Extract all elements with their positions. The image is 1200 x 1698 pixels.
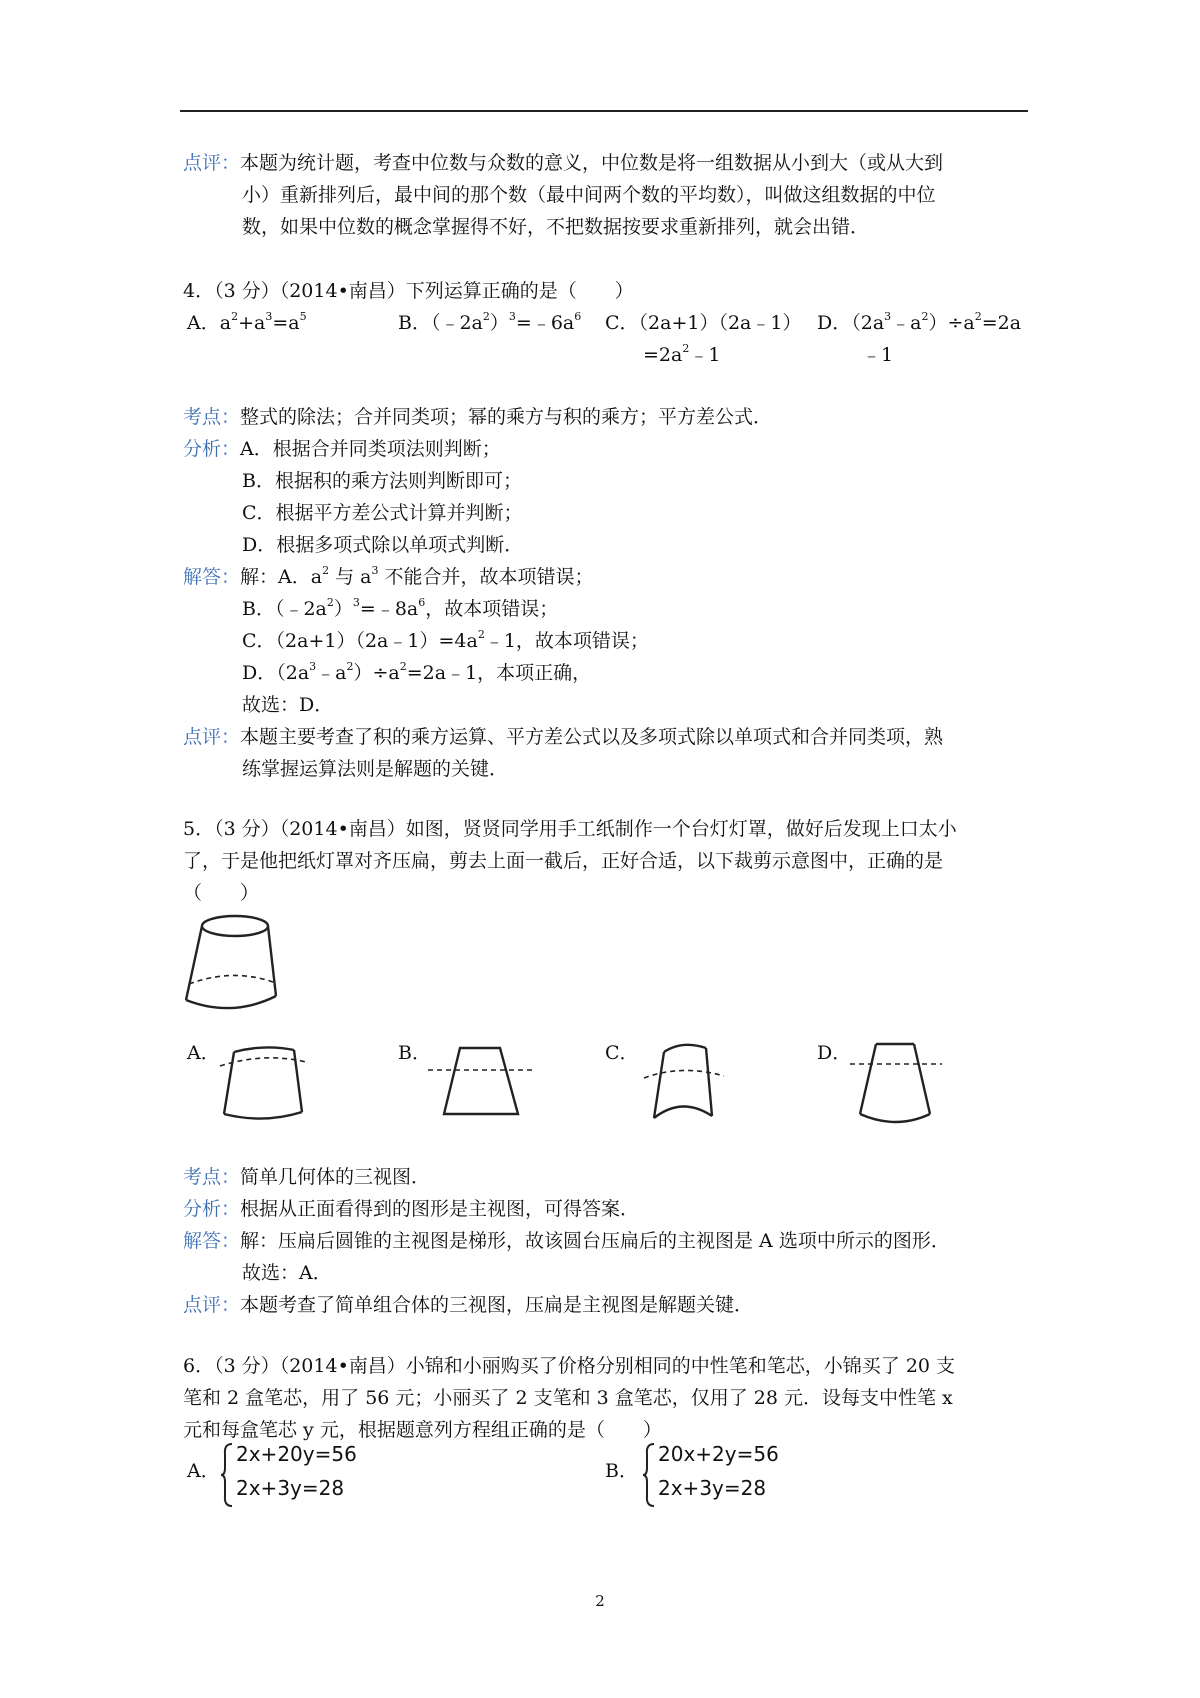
q4-option-d-line-2: ﹣1 xyxy=(862,344,894,366)
q4-jieda-d: D．$(2a^3﹣a^2)\div a^2=2a﹣1$，本项正确， xyxy=(242,660,592,684)
q5-stem-1: 5．（3 分）（2014•南昌）如图，贤贤同学用手工纸制作一个台灯灯罩，做好后发现上口太小 xyxy=(183,818,957,840)
q6-option-a-system xyxy=(220,1442,420,1510)
q5-jieda-2: 故选：A． xyxy=(242,1262,332,1284)
q4-option-a: A．$a^2+a^3=a^5$ xyxy=(187,310,307,334)
lampshade-figure xyxy=(180,912,290,1016)
brace-icon xyxy=(220,1442,234,1508)
q5-option-c: C． xyxy=(605,1042,639,1064)
page-number: 2 xyxy=(595,1592,605,1610)
q6-option-a-label: A． xyxy=(187,1460,220,1482)
q4-dianping-1: 点评：本题主要考查了积的乘方运算、平方差公式以及多项式除以单项式和合并同类项，熟 xyxy=(183,726,944,748)
q4-dianping-2: 练掌握运算法则是解题的关键． xyxy=(242,758,509,780)
header-rule xyxy=(180,110,1028,112)
q6-stem-3: 元和每盒笔芯 y 元，根据题意列方程组正确的是（ ） xyxy=(183,1419,662,1441)
q4-fenxi-b: B．根据积的乘方法则判断即可； xyxy=(242,470,522,492)
q4-jieda-a: 解答：解：A．$a^2$ 与 $a^3$ 不能合并，故本项错误； xyxy=(183,564,594,588)
q6-stem-2: 笔和 2 盒笔芯，用了 56 元；小丽买了 2 支笔和 3 盒笔芯，仅用了 28 元．设每支中性笔 x xyxy=(183,1387,953,1409)
q4-fenxi: 分析：A．根据合并同类项法则判断； xyxy=(183,438,501,460)
q6-option-b-eq-1: 20x+2y=56 xyxy=(658,1442,779,1466)
q5-option-b-figure xyxy=(426,1036,538,1120)
q4-kaodian: 考点：整式的除法；合并同类项；幂的乘方与积的乘方；平方差公式． xyxy=(183,406,773,428)
q6-stem-1: 6．（3 分）（2014•南昌）小锦和小丽购买了价格分别相同的中性笔和笔芯，小锦买了 20 支 xyxy=(183,1355,956,1377)
q5-option-a: A． xyxy=(187,1042,220,1064)
q5-fenxi: 分析：根据从正面看得到的图形是主视图，可得答案． xyxy=(183,1198,640,1220)
brace-icon xyxy=(642,1442,656,1508)
q5-option-c-figure xyxy=(632,1036,732,1126)
q5-option-d: D． xyxy=(817,1042,852,1064)
q4-option-b: B．$(﹣2a^2)^3=﹣6a^6$ xyxy=(398,310,582,334)
q5-stem-3: （ ） xyxy=(183,882,260,904)
q5-option-b: B． xyxy=(398,1042,431,1064)
q6-option-a-eq-2: 2x+3y=28 xyxy=(236,1476,345,1500)
q5-jieda-1: 解答：解：压扁后圆锥的主视图是梯形，故该圆台压扁后的主视图是 A 选项中所示的图形． xyxy=(183,1230,950,1252)
q5-stem-2: 了，于是他把纸灯罩对齐压扁，剪去上面一截后，正好合适，以下裁剪示意图中，正确的是 xyxy=(183,850,944,872)
q4-jieda-b: B．$(﹣2a^2)^3=﹣8a^6$，故本项错误； xyxy=(242,596,559,620)
q5-option-a-figure xyxy=(214,1036,314,1130)
q6-option-b-system xyxy=(642,1442,842,1510)
q4-jieda-c: C．$(2a+1)(2a﹣1)=4a^2﹣1$，故本项错误； xyxy=(242,628,649,652)
q6-option-b-label: B． xyxy=(605,1460,638,1482)
prev-comment-line-1: 点评：本题为统计题，考查中位数与众数的意义，中位数是将一组数据从小到大（或从大到 xyxy=(183,152,944,174)
prev-comment-line-3: 数，如果中位数的概念掌握得不好，不把数据按要求重新排列，就会出错． xyxy=(242,216,870,238)
q4-fenxi-d: D．根据多项式除以单项式判断． xyxy=(242,534,524,556)
q5-option-d-figure xyxy=(848,1036,948,1132)
q6-option-a-eq-1: 2x+20y=56 xyxy=(236,1442,357,1466)
q5-dianping: 点评：本题考查了简单组合体的三视图，压扁是主视图是解题关键． xyxy=(183,1294,754,1316)
q4-option-c-line-2: $=2a^2﹣1$ xyxy=(643,342,721,366)
q5-kaodian: 考点：简单几何体的三视图． xyxy=(183,1166,431,1188)
q6-option-b-eq-2: 2x+3y=28 xyxy=(658,1476,767,1500)
q4-option-d: D．$(2a^3﹣a^2)\div a^2=2a$ xyxy=(817,310,1022,334)
q4-fenxi-c: C．根据平方差公式计算并判断； xyxy=(242,502,523,524)
prev-comment-line-2: 小）重新排列后，最中间的那个数（最中间两个数的平均数），叫做这组数据的中位 xyxy=(242,184,936,206)
q4-option-c: C．（2a+1）（2a﹣1） xyxy=(605,312,802,334)
q4-jieda-e: 故选：D． xyxy=(242,694,334,716)
q4-stem: 4．（3 分）（2014•南昌）下列运算正确的是（ ） xyxy=(183,280,634,302)
